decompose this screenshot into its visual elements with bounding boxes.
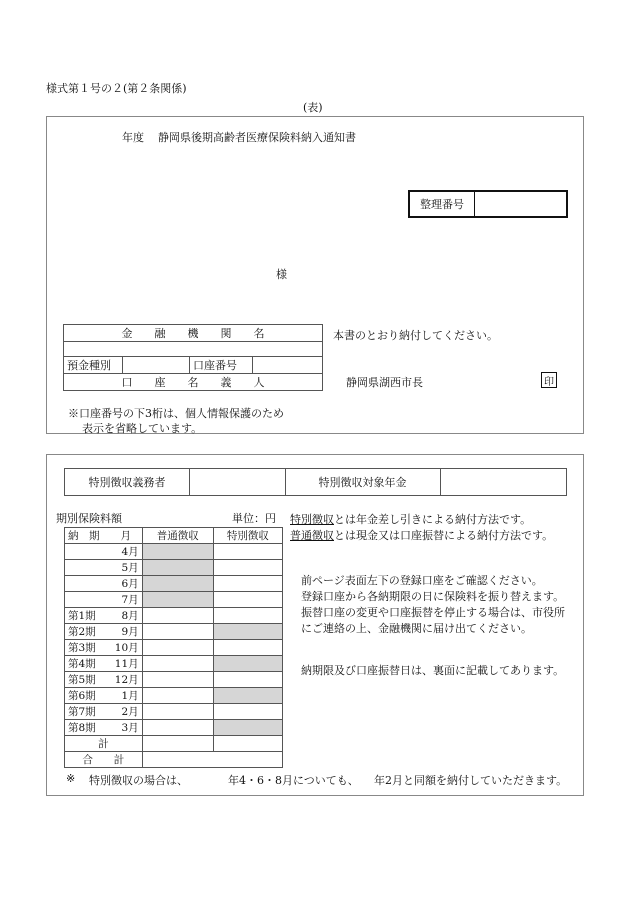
period-cell: 第4期 11月 [65,656,143,672]
special-cell [213,656,282,672]
footer-part2: 年4・6・8月についても、 [228,774,359,787]
table-row [65,592,283,608]
info-line3: 振替口座の変更や口座振替を停止する場合は、市役所 [301,606,565,619]
form-reference: 様式第１号の２(第２条関係) [46,82,187,95]
table-row [65,576,283,592]
seiri-number-label: 整理番号 [410,192,475,216]
bank-account-table [63,324,323,391]
normal-cell [142,656,213,672]
col-normal-header: 普通徴収 [142,528,213,544]
info-line4: にご連絡の上、金融機関に届け出てください。 [301,622,532,635]
notice-title: 静岡県後期高齢者医療保険料納入通知書 [158,131,356,144]
period-cell: 第7期 2月 [65,704,143,720]
notice-text: 本書のとおり納付してください。 [333,329,498,342]
total-value [142,752,282,768]
fiscal-year-label: 年度 [122,131,144,144]
period-cell: 第1期 8月 [65,608,143,624]
special-cell [213,672,282,688]
explanation-special [290,511,531,527]
table-row [65,640,283,656]
explanation-normal [290,527,553,543]
table-row [65,656,283,672]
obligor-value [189,469,286,495]
pension-label: 特別徴収対象年金 [285,469,441,495]
period-cell: 5月 [65,560,143,576]
special-cell [213,688,282,704]
table-row [65,672,283,688]
bank-name-value [64,342,323,357]
side-label: (表) [303,101,323,114]
account-holder-label: 口 座 名 義 人 [64,374,323,391]
normal-cell [142,688,213,704]
special-cell [213,544,282,560]
period-cell: 第8期 3月 [65,720,143,736]
normal-cell [142,608,213,624]
col-special-header: 特別徴収 [213,528,282,544]
special-cell [213,720,282,736]
explanation-normal-text: とは現金又は口座振替による納付方法です。 [334,529,554,542]
term-special: 特別徴収 [290,513,334,526]
account-number-value [253,357,323,374]
normal-cell [142,704,213,720]
total-label: 合 計 [65,752,143,768]
normal-cell [142,544,213,560]
bank-name-header: 金 融 機 関 名 [64,325,323,342]
table-row [65,720,283,736]
schedule-title: 期別保険料額 [56,512,122,525]
total-row [65,752,283,768]
table-row [65,608,283,624]
period-cell: 第6期 1月 [65,688,143,704]
footer-part1: 特別徴収の場合は、 [89,774,188,787]
subtotal-row [65,736,283,752]
special-cell [213,608,282,624]
special-cell [213,704,282,720]
special-collection-bar [64,468,567,496]
normal-cell [142,592,213,608]
normal-cell [142,720,213,736]
account-note-line1: ※口座番号の下3桁は、個人情報保護のため [68,407,284,420]
honorific-sama: 様 [276,268,287,281]
table-row [65,704,283,720]
info-line1: 前ページ表面左下の登録口座をご確認ください。 [301,574,543,587]
period-cell: 7月 [65,592,143,608]
col-period-header: 納 期 月 [65,528,143,544]
schedule-table [64,527,283,768]
table-row [65,544,283,560]
subtotal-label: 計 [65,736,143,752]
special-cell [213,560,282,576]
period-cell: 第5期 12月 [65,672,143,688]
footer-mark: ※ [66,772,76,785]
normal-cell [142,624,213,640]
account-note-line2: 表示を省略しています。 [82,422,203,435]
deposit-type-label: 預金種別 [64,357,123,374]
info-line2: 登録口座から各納期限の日に保険料を振り替えます。 [301,590,565,603]
period-cell: 第3期 10月 [65,640,143,656]
table-row [65,688,283,704]
obligor-label: 特別徴収義務者 [65,469,190,495]
mayor-name: 静岡県湖西市長 [346,376,423,389]
pension-value [440,469,566,495]
normal-cell [142,736,213,752]
explanation-special-text: とは年金差し引きによる納付方法です。 [334,513,532,526]
seal-mark: 印 [541,372,557,388]
table-row [65,624,283,640]
special-cell [213,640,282,656]
normal-cell [142,640,213,656]
special-cell [213,576,282,592]
period-cell: 第2期 9月 [65,624,143,640]
seiri-number-box [408,190,568,218]
special-cell [213,592,282,608]
footer-part3: 年2月と同額を納付していただきます。 [374,774,568,787]
table-row [65,560,283,576]
normal-cell [142,576,213,592]
deposit-type-value [123,357,190,374]
period-cell: 4月 [65,544,143,560]
special-cell [213,624,282,640]
term-normal: 普通徴収 [290,529,334,542]
normal-cell [142,560,213,576]
info-line5: 納期限及び口座振替日は、裏面に記載してあります。 [301,664,565,677]
normal-cell [142,672,213,688]
period-cell: 6月 [65,576,143,592]
unit-label: 単位：円 [232,512,276,525]
special-cell [213,736,282,752]
account-number-label: 口座番号 [190,357,253,374]
